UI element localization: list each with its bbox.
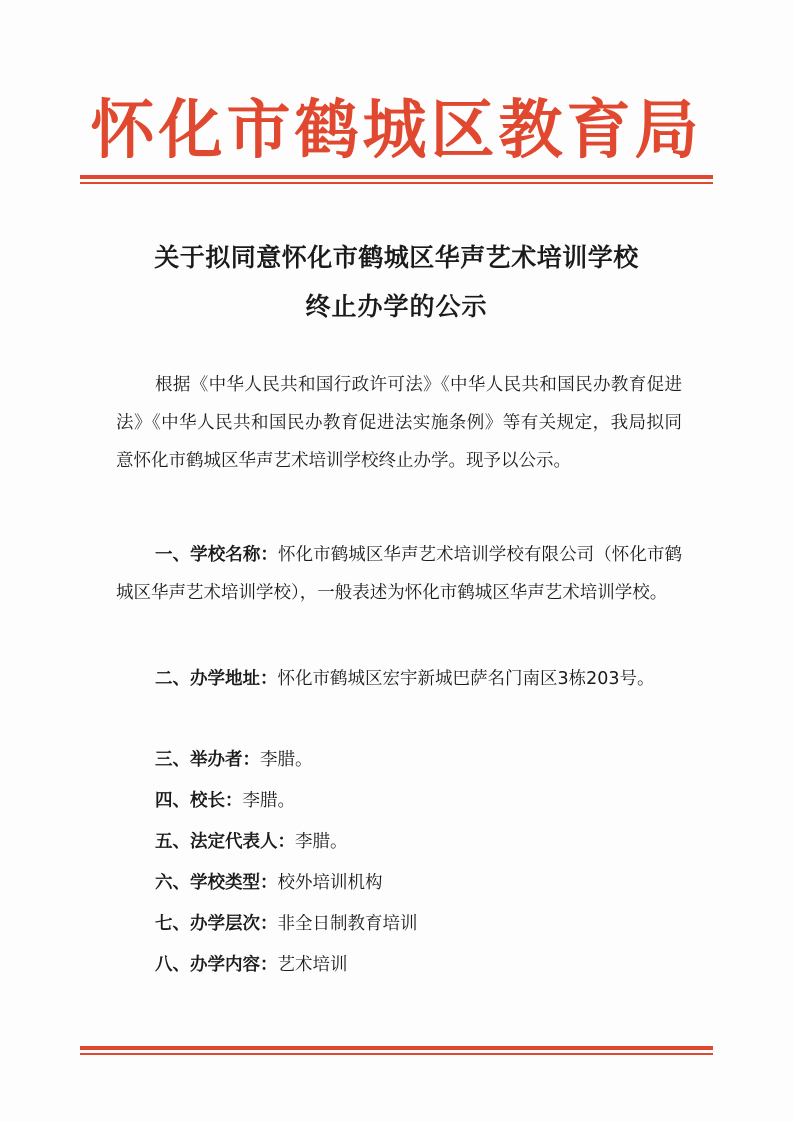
item-principal: [116, 782, 682, 820]
header-divider-thin: [80, 182, 713, 184]
item-label: 二、办学地址：: [155, 669, 278, 689]
item-label: 八、办学内容：: [155, 955, 278, 975]
item-school-level: [116, 905, 682, 943]
header-divider-thick: [80, 175, 713, 179]
item-value: 艺术培训: [277, 955, 348, 975]
item-school-address: [116, 660, 682, 698]
item-label: 七、办学层次：: [155, 914, 278, 934]
item-legal-representative: [116, 823, 682, 861]
item-value: 校外培训机构: [277, 873, 383, 893]
item-label: 五、法定代表人：: [155, 832, 295, 852]
item-value: 李腊。: [295, 832, 348, 852]
item-value: 非全日制教育培训: [277, 914, 418, 934]
document-title-line-2: 终止办学的公示: [305, 292, 488, 321]
document-title-line-1: 关于拟同意怀化市鹤城区华声艺术培训学校: [154, 243, 639, 272]
item-label: 四、校长：: [155, 791, 243, 811]
footer-divider-thin: [80, 1053, 713, 1055]
item-label: 六、学校类型：: [155, 873, 278, 893]
item-value: 李腊。: [242, 791, 295, 811]
item-school-content: [116, 946, 682, 984]
item-label: 三、举办者：: [155, 750, 260, 770]
item-value: 怀化市鹤城区宏宇新城巴萨名门南区3栋203号。: [277, 669, 655, 689]
org-header-title: 怀化市鹤城区教育局: [90, 93, 703, 168]
item-school-name: [116, 536, 682, 612]
intro-paragraph: 根据《中华人民共和国行政许可法》《中华人民共和国民办教育促进法》《中华人民共和国民办教育促进法实施条例》等有关规定，我局拟同意怀化市鹤城区华声艺术培训学校终止办学。现予以公示。: [116, 375, 682, 471]
item-founder: [116, 741, 682, 779]
footer-divider: [80, 1046, 713, 1055]
item-label: 一、学校名称：: [155, 545, 278, 565]
item-school-type: [116, 864, 682, 902]
item-value: 怀化市鹤城区华声艺术培训学校有限公司（怀化市鹤城区华声艺术培训学校），一般表述为怀化市鹤城区华声艺术培训学校。: [116, 545, 682, 603]
header-divider: [80, 175, 713, 184]
footer-divider-thick: [80, 1046, 713, 1050]
item-value: 李腊。: [260, 750, 313, 770]
